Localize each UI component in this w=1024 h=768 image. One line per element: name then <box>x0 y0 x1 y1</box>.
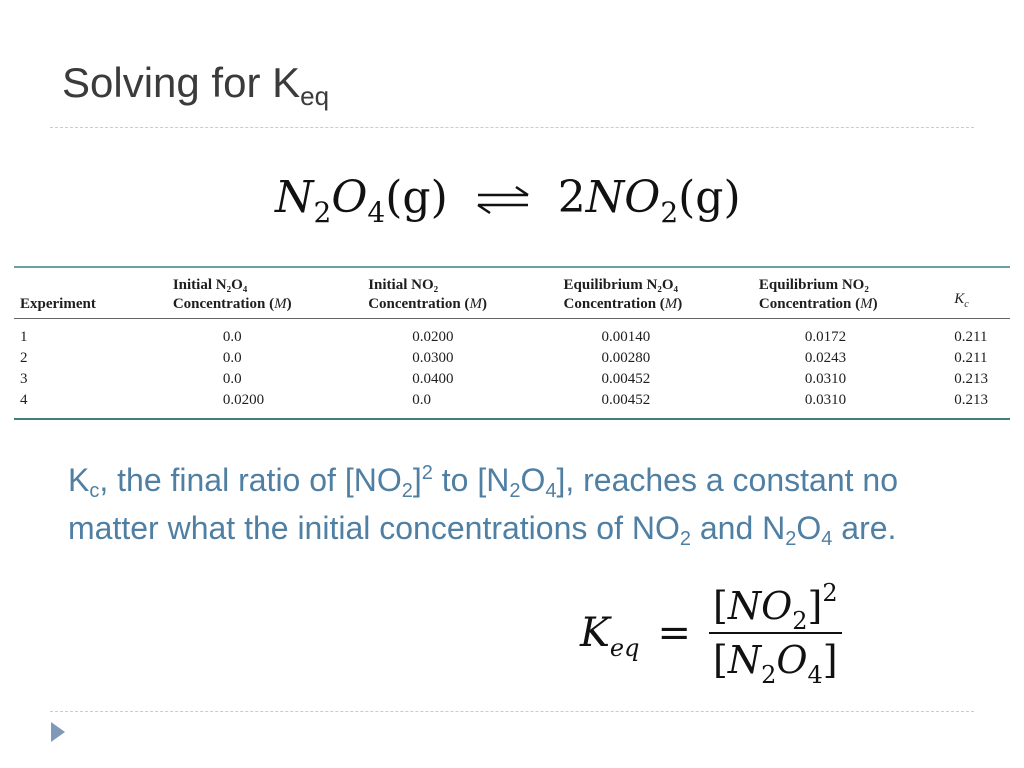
keq-denominator: $[N_2O_4]$ <box>709 632 842 682</box>
header-kc: $K_c$ <box>948 267 1010 319</box>
table-header-row <box>14 267 1010 319</box>
reactant-n-subscript: 2 <box>313 196 332 229</box>
kc-explanation-text: $K_c$, the final ratio of $[NO_2]^2$ to $[N_2O_4]$, reaches a constant no matter what the initial concentrations of $NO_2$ and $N_2O_4$ are. <box>68 462 898 550</box>
slide-title-subscript: eq <box>300 81 330 111</box>
cell-initial-n2o4: 0.0 <box>222 329 242 345</box>
reactant-phase: (g) <box>385 172 448 223</box>
cell-initial-no2: 0.0300 <box>412 350 454 366</box>
table-row <box>14 348 1010 369</box>
cell-eq-n2o4: 0.00140 <box>601 329 651 345</box>
cell-experiment: 1 <box>20 329 28 345</box>
cell-kc: 0.211 <box>954 350 988 366</box>
equilibrium-data-table <box>14 266 1010 420</box>
reactant-o-subscript: 4 <box>367 196 386 229</box>
cell-eq-no2: 0.0243 <box>804 350 847 366</box>
keq-equals: = <box>657 610 691 656</box>
header-initial-no2: Initial NO₂ Concentration (M) <box>362 267 557 319</box>
top-divider <box>50 127 974 128</box>
cell-eq-n2o4: 0.00280 <box>601 350 651 366</box>
cell-eq-no2: 0.0172 <box>804 329 847 345</box>
cell-initial-n2o4: 0.0 <box>222 371 242 387</box>
cell-initial-n2o4: 0.0200 <box>222 392 265 408</box>
product-coefficient: 2 <box>557 172 586 223</box>
cell-eq-no2: 0.0310 <box>804 371 847 387</box>
header-equilibrium-no2: Equilibrium NO₂ Concentration (M) <box>753 267 948 319</box>
table-row <box>14 369 1010 390</box>
bottom-divider <box>50 711 974 712</box>
keq-lhs: $K_{eq}$ <box>580 610 640 662</box>
cell-initial-no2: 0.0400 <box>412 371 454 387</box>
product-subscript: 2 <box>660 196 679 229</box>
equilibrium-arrows-icon <box>476 175 530 226</box>
cell-initial-n2o4: 0.0 <box>222 350 242 366</box>
cell-experiment: 3 <box>20 371 28 387</box>
header-equilibrium-n2o4: Equilibrium N₂O₄ Concentration (M) <box>558 267 753 319</box>
cell-kc: 0.211 <box>954 329 988 345</box>
header-initial-n2o4: Initial N₂O₄ Concentration (M) <box>167 267 362 319</box>
slide-title <box>62 59 330 111</box>
reaction-equation <box>275 172 741 229</box>
keq-fraction <box>709 579 842 689</box>
cell-eq-n2o4: 0.00452 <box>601 371 651 387</box>
table-row <box>14 319 1010 349</box>
cell-eq-no2: 0.0310 <box>804 392 847 408</box>
keq-formula <box>580 578 842 688</box>
play-triangle-icon <box>51 722 65 742</box>
cell-kc: 0.213 <box>954 392 989 408</box>
cell-experiment: 4 <box>20 392 28 408</box>
table-row <box>14 390 1010 419</box>
cell-initial-no2: 0.0 <box>412 392 431 408</box>
product-phase: (g) <box>678 172 741 223</box>
product-species: NO <box>585 172 661 223</box>
cell-kc: 0.213 <box>954 371 989 387</box>
keq-numerator: $[NO_2]^2$ <box>712 579 838 635</box>
slide-title-main: Solving for K <box>62 59 301 106</box>
cell-initial-no2: 0.0200 <box>412 329 454 345</box>
cell-experiment: 2 <box>20 350 28 366</box>
reactant-o: O <box>331 172 368 223</box>
reactant-n: N <box>275 172 314 223</box>
cell-eq-n2o4: 0.00452 <box>601 392 651 408</box>
header-experiment: Experiment <box>14 267 167 319</box>
